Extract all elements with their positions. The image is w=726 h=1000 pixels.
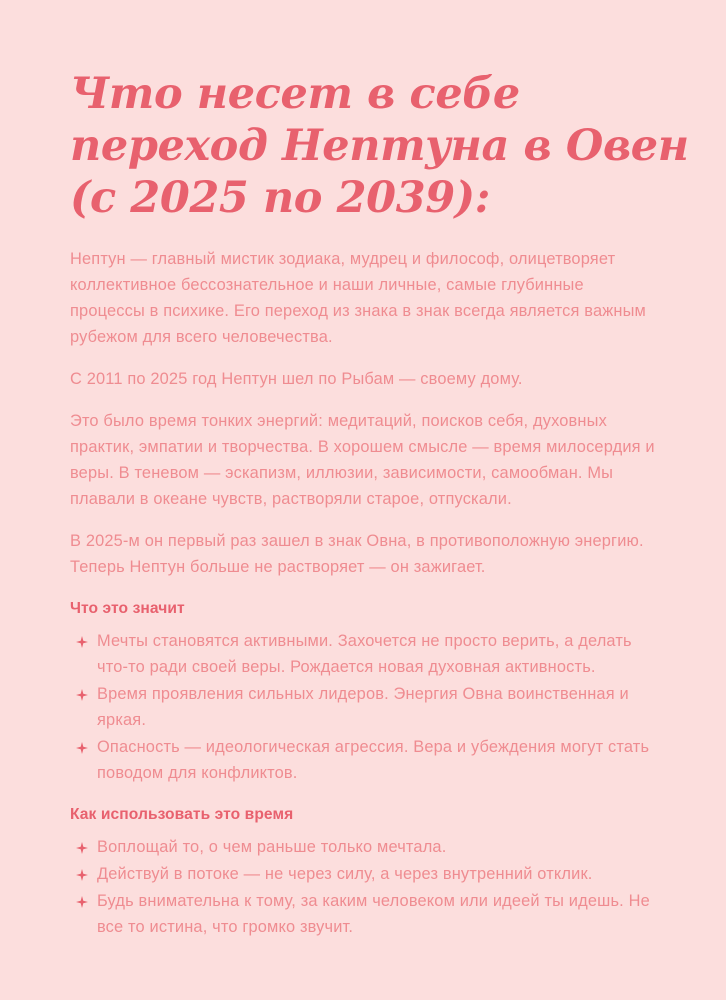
four-pointed-star-icon xyxy=(74,628,90,654)
list-item xyxy=(70,834,656,860)
list-item-label: Будь внимательна к тому, за каким человеком или идеей ты идешь. Не все то истина, что громко звучит. xyxy=(97,892,650,936)
list-item xyxy=(70,861,656,887)
section-heading-how-to-use: Как использовать это время xyxy=(70,806,294,823)
list-item xyxy=(70,628,656,680)
paragraph-2: С 2011 по 2025 год Нептун шел по Рыбам — своему дому. xyxy=(70,370,523,388)
four-pointed-star-icon xyxy=(74,888,90,914)
bullet-list-what-it-means xyxy=(70,628,656,786)
page-title-line-2: переход Нептуна в Овен xyxy=(70,121,689,171)
list-item-label: Мечты становятся активными. Захочется не просто верить, а делать что-то ради своей веры. Рождается новая духовная активность. xyxy=(97,632,632,676)
list-item-label: Опасность — идеологическая агрессия. Вера и убеждения могут стать поводом для конфликтов. xyxy=(97,738,650,782)
paragraph-4: В 2025-м он первый раз зашел в знак Овна, в противоположную энергию. Теперь Нептун больше не растворяет — он зажигает. xyxy=(70,532,644,576)
four-pointed-star-icon xyxy=(74,834,90,860)
list-item-label: Действуй в потоке — не через силу, а через внутренний отклик. xyxy=(97,865,593,883)
paragraph-1: Нептун — главный мистик зодиака, мудрец и философ, олицетворяет коллективное бессознательное и наши личные, самые глубинные процессы в психике. Его переход из знака в знак всегда является важным рубежом для всего человечества. xyxy=(70,250,646,346)
paragraph-3: Это было время тонких энергий: медитаций, поисков себя, духовных практик, эмпатии и творчества. В хорошем смысле — время милосердия и веры. В теневом — эскапизм, иллюзии, зависимости, самообман. Мы плавали в океане чувств, растворяли старое, отпускали. xyxy=(70,412,655,508)
page-title-line-1: Что несет в себе xyxy=(70,69,520,119)
section-heading-what-it-means: Что это значит xyxy=(70,600,185,617)
bullet-list-how-to-use xyxy=(70,834,656,940)
four-pointed-star-icon xyxy=(74,861,90,887)
list-item-label: Время проявления сильных лидеров. Энергия Овна воинственная и яркая. xyxy=(97,685,629,729)
list-item xyxy=(70,734,656,786)
list-item xyxy=(70,681,656,733)
page-title-line-3: (с 2025 по 2039): xyxy=(70,173,491,223)
list-item xyxy=(70,888,656,940)
page-title xyxy=(70,0,689,224)
article-body xyxy=(70,224,656,940)
list-item-label: Воплощай то, о чем раньше только мечтала. xyxy=(97,838,447,856)
four-pointed-star-icon xyxy=(74,681,90,707)
four-pointed-star-icon xyxy=(74,734,90,760)
